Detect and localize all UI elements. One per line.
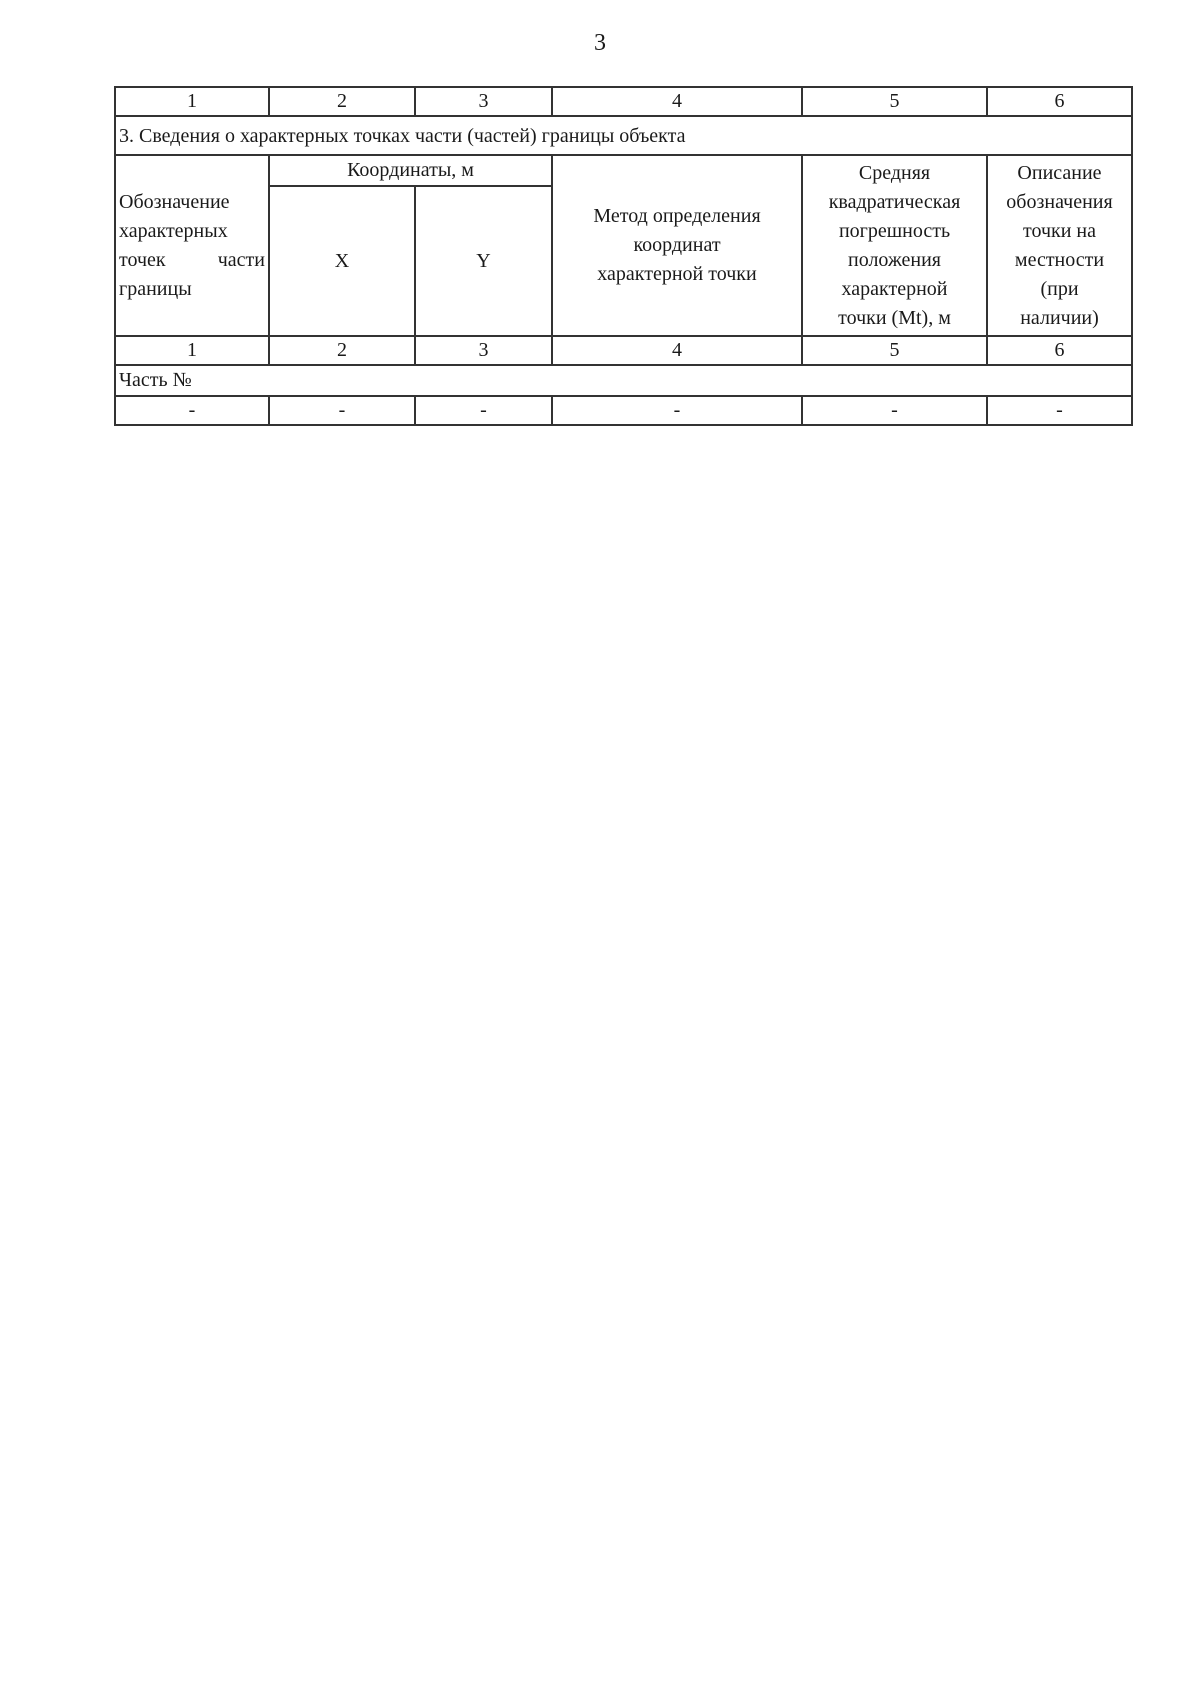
column-number-cell: 3 (415, 336, 552, 365)
column-number-cell: 1 (115, 336, 269, 365)
column-number-cell: 3 (415, 87, 552, 116)
column-number-cell: 5 (802, 336, 987, 365)
table-cell: - (269, 396, 415, 425)
table-cell: - (802, 396, 987, 425)
column-number-cell: 2 (269, 336, 415, 365)
table-cell: - (115, 396, 269, 425)
section-title: 3. Сведения о характерных точках части (частей) границы объекта (115, 116, 1132, 155)
column-number-row-top (115, 87, 1132, 116)
column-number-cell: 2 (269, 87, 415, 116)
column-number-cell: 1 (115, 87, 269, 116)
boundary-points-table (114, 86, 1133, 426)
column-number-cell: 5 (802, 87, 987, 116)
column-number-cell: 6 (987, 336, 1132, 365)
column-number-cell: 4 (552, 336, 802, 365)
header-mean-error: Средняя квадратическая погрешность положения характерной точки (Mt), м (802, 155, 987, 336)
header-method: Метод определения координат характерной точки (552, 155, 802, 336)
header-coordinates-group: Координаты, м (269, 155, 552, 186)
page-number: 3 (594, 30, 606, 56)
header-y: Y (415, 186, 552, 336)
header-designation: Обозначение характерных точек части границы (115, 155, 269, 336)
column-number-row-bottom (115, 336, 1132, 365)
table-cell: - (987, 396, 1132, 425)
column-number-cell: 4 (552, 87, 802, 116)
table-cell: - (415, 396, 552, 425)
table-row (115, 396, 1132, 425)
part-row (115, 365, 1132, 396)
header-x: X (269, 186, 415, 336)
column-number-cell: 6 (987, 87, 1132, 116)
part-label: Часть № (115, 365, 1132, 396)
table-cell: - (552, 396, 802, 425)
section-title-row (115, 116, 1132, 155)
header-description: Описание обозначения точки на местности (при наличии) (987, 155, 1132, 336)
header-row-1 (115, 155, 1132, 186)
